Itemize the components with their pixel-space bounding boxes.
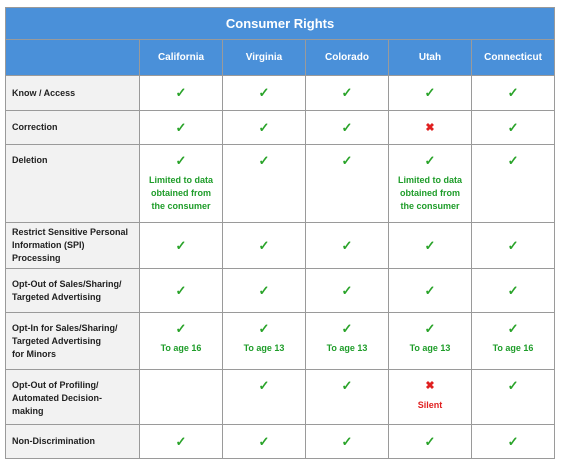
cell-connecticut (472, 223, 555, 269)
row-label-line: Targeted Advertising (12, 336, 102, 346)
checkmark-icon: ✓ (341, 237, 353, 253)
cell-utah (389, 145, 472, 223)
cell-california (140, 223, 223, 269)
checkmark-icon: ✓ (507, 282, 519, 298)
checkmark-icon: ✓ (258, 119, 270, 135)
row-label (6, 370, 140, 425)
header-corner (6, 40, 140, 76)
checkmark-icon: ✓ (175, 237, 187, 253)
cross-icon: ✖ (425, 121, 435, 134)
cell-utah (389, 223, 472, 269)
cell-california (140, 425, 223, 459)
row-label-line: Restrict Sensitive Personal (12, 227, 129, 237)
cell-connecticut (472, 425, 555, 459)
cell-colorado (306, 223, 389, 269)
checkmark-icon: ✓ (507, 153, 519, 168)
checkmark-icon: ✓ (341, 153, 353, 168)
cell-california (140, 111, 223, 145)
cell-california (140, 269, 223, 313)
cell-virginia (223, 313, 306, 370)
row-label-line: for Minors (12, 349, 56, 359)
checkmark-icon: ✓ (258, 237, 270, 253)
cell-connecticut (472, 145, 555, 223)
table-body (6, 76, 555, 459)
table-title: Consumer Rights (6, 8, 555, 40)
cell-california (140, 370, 223, 425)
table-row-non-discrimination (6, 425, 555, 459)
row-label (6, 269, 140, 313)
cell-connecticut (472, 111, 555, 145)
row-label-line: Automated Decision-making (12, 393, 103, 416)
cell-virginia (223, 223, 306, 269)
checkmark-icon: ✓ (341, 433, 353, 449)
checkmark-icon: ✓ (341, 119, 353, 135)
cell-note (390, 399, 470, 412)
cell-california (140, 145, 223, 223)
checkmark-icon: ✓ (341, 378, 353, 393)
cell-virginia (223, 76, 306, 111)
cell-note (390, 342, 470, 355)
cell-utah (389, 111, 472, 145)
checkmark-icon: ✓ (424, 433, 436, 449)
checkmark-icon: ✓ (507, 321, 519, 336)
checkmark-icon: ✓ (507, 433, 519, 449)
checkmark-icon: ✓ (258, 433, 270, 449)
checkmark-icon: ✓ (175, 282, 187, 298)
cell-virginia (223, 370, 306, 425)
cell-colorado (306, 425, 389, 459)
checkmark-icon: ✓ (258, 378, 270, 393)
cell-california (140, 313, 223, 370)
cell-colorado (306, 76, 389, 111)
table-row-opt-in-minors (6, 313, 555, 370)
checkmark-icon: ✓ (341, 321, 353, 336)
checkmark-icon: ✓ (175, 85, 187, 100)
cell-note (473, 342, 553, 355)
row-label-line: Opt-Out of Sales/Sharing/ (12, 278, 122, 289)
table-row-deletion (6, 145, 555, 223)
cell-note-line: Limited to data (148, 175, 213, 185)
checkmark-icon: ✓ (258, 85, 270, 100)
cell-connecticut (472, 76, 555, 111)
checkmark-icon: ✓ (258, 321, 270, 336)
cell-virginia (223, 269, 306, 313)
cell-note-line: Limited to data (397, 175, 462, 185)
checkmark-icon: ✓ (175, 321, 187, 336)
checkmark-icon: ✓ (424, 237, 436, 253)
row-label-line: Correction (12, 122, 58, 132)
row-label (6, 111, 140, 145)
row-label-line: Information (SPI) Processing (12, 240, 85, 263)
row-label-line: Opt-In for Sales/Sharing/ (12, 323, 118, 333)
checkmark-icon: ✓ (175, 119, 187, 135)
cell-colorado (306, 269, 389, 313)
row-label (6, 223, 140, 269)
checkmark-icon: ✓ (175, 433, 187, 449)
row-label-line: Non-Discrimination (12, 436, 96, 446)
table-row-know-access (6, 76, 555, 111)
checkmark-icon: ✓ (424, 321, 436, 336)
row-label (6, 76, 140, 111)
cell-note-line: To age 13 (243, 343, 285, 353)
column-header-colorado: Colorado (306, 40, 389, 76)
cell-note-line: To age 16 (492, 343, 534, 353)
column-header-utah: Utah (389, 40, 472, 76)
cell-note (141, 342, 221, 355)
cell-note (390, 174, 470, 213)
checkmark-icon: ✓ (258, 153, 270, 168)
row-label-line: Opt-Out of Profiling/ (12, 380, 99, 390)
cell-utah (389, 313, 472, 370)
cell-colorado (306, 111, 389, 145)
row-label (6, 425, 140, 459)
cell-note (141, 174, 221, 213)
checkmark-icon: ✓ (258, 282, 270, 298)
row-label (6, 145, 140, 223)
column-header-virginia: Virginia (223, 40, 306, 76)
checkmark-icon: ✓ (424, 85, 436, 100)
checkmark-icon: ✓ (507, 85, 519, 100)
consumer-rights-table-wrapper (5, 7, 554, 459)
checkmark-icon: ✓ (341, 282, 353, 298)
checkmark-icon: ✓ (507, 237, 519, 253)
cell-connecticut (472, 370, 555, 425)
cell-note-line: the consumer (400, 201, 460, 211)
column-header-connecticut: Connecticut (472, 40, 555, 76)
cell-connecticut (472, 313, 555, 370)
table-row-restrict-spi (6, 223, 555, 269)
checkmark-icon: ✓ (424, 282, 436, 298)
row-label-line: Deletion (12, 155, 48, 165)
table-row-opt-out-profiling (6, 370, 555, 425)
cell-note (307, 342, 387, 355)
consumer-rights-table (5, 7, 555, 459)
cell-note-line: obtained from (151, 188, 211, 198)
cell-connecticut (472, 269, 555, 313)
cell-california (140, 76, 223, 111)
checkmark-icon: ✓ (424, 153, 436, 168)
column-header-california: California (140, 40, 223, 76)
cell-utah (389, 269, 472, 313)
row-label (6, 313, 140, 370)
cell-note-line: obtained from (400, 188, 460, 198)
cell-virginia (223, 111, 306, 145)
table-row-correction (6, 111, 555, 145)
cell-note-line: the consumer (151, 201, 211, 211)
cell-note-line: To age 13 (409, 343, 451, 353)
row-label-line: Targeted Advertising (12, 291, 102, 302)
cell-colorado (306, 145, 389, 223)
cell-utah (389, 370, 472, 425)
cell-note-line: To age 16 (160, 343, 202, 353)
cell-note (224, 342, 304, 355)
checkmark-icon: ✓ (175, 153, 187, 168)
checkmark-icon: ✓ (507, 378, 519, 393)
checkmark-icon: ✓ (507, 119, 519, 135)
table-row-opt-out-sales (6, 269, 555, 313)
cell-note-line: Silent (417, 400, 443, 410)
cell-note-line: To age 13 (326, 343, 368, 353)
cell-virginia (223, 425, 306, 459)
checkmark-icon: ✓ (341, 85, 353, 100)
cell-utah (389, 76, 472, 111)
cell-utah (389, 425, 472, 459)
cell-colorado (306, 313, 389, 370)
cross-icon: ✖ (425, 380, 435, 392)
row-label-line: Know / Access (12, 87, 76, 98)
cell-virginia (223, 145, 306, 223)
cell-colorado (306, 370, 389, 425)
